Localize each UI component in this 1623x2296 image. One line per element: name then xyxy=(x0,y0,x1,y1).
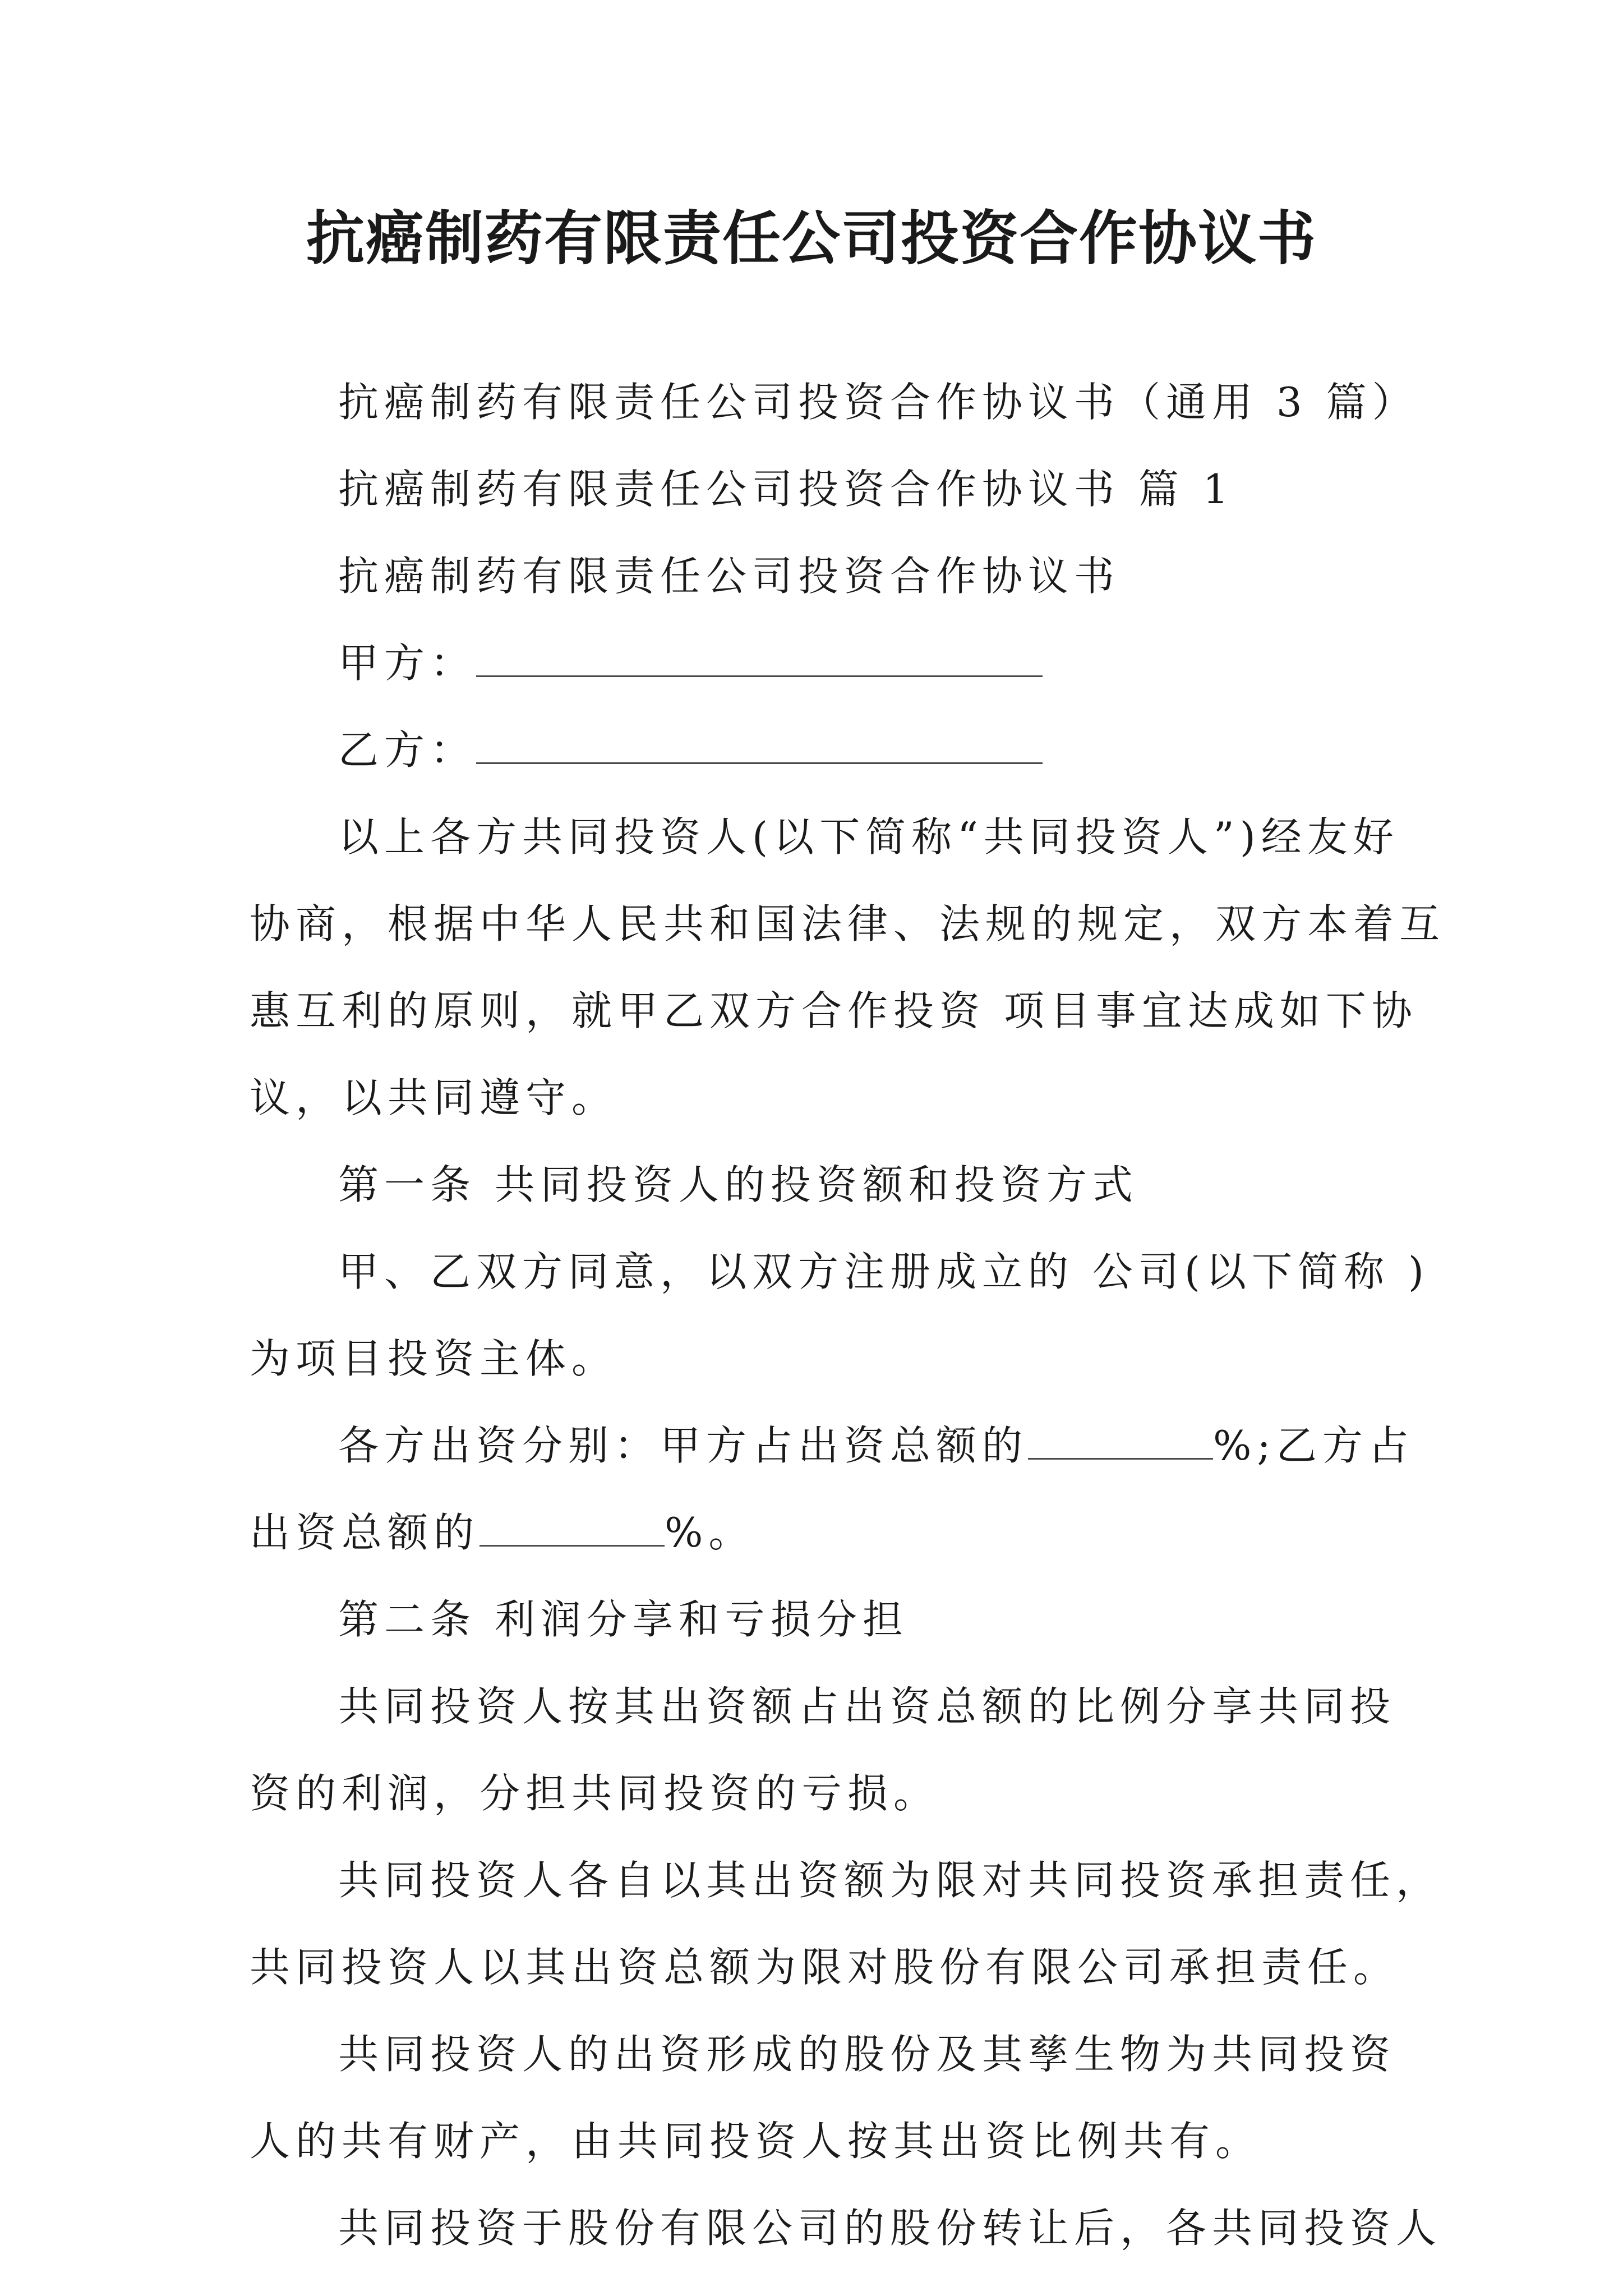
paragraph-line: 资的利润，分担共同投资的亏损。 xyxy=(250,1770,940,1817)
party-b-line xyxy=(250,707,1394,794)
party-a-blank xyxy=(476,647,1043,677)
party-b-percent-blank xyxy=(479,1517,665,1547)
paragraph-line: 以上各方共同投资人(以下简称“共同投资人”)经友好 xyxy=(338,813,1399,861)
subtitle-line: 抗癌制药有限责任公司投资合作协议书（通用 3 篇） xyxy=(338,379,1418,426)
article-2-heading: 第二条 利润分享和亏损分担 xyxy=(338,1596,909,1643)
paragraph-line: 共同投资人的出资形成的股份及其孳生物为共同投资 xyxy=(338,2031,1396,2078)
contribution-text: 出资总额的 xyxy=(250,1509,480,1556)
document-title: 抗癌制药有限责任公司投资合作协议书 xyxy=(306,204,1317,273)
party-b-blank xyxy=(476,734,1043,764)
contribution-text: %。 xyxy=(665,1509,755,1556)
contribution-line-1 xyxy=(250,1402,1414,1489)
paragraph-line: 协商，根据中华人民共和国法律、法规的规定，双方本着互 xyxy=(250,900,1446,947)
paragraph-line: 共同投资人以其出资总额为限对股份有限公司承担责任。 xyxy=(250,1944,1400,1991)
section-heading: 抗癌制药有限责任公司投资合作协议书 篇 1 xyxy=(338,466,1234,513)
agreement-name: 抗癌制药有限责任公司投资合作协议书 xyxy=(338,553,1121,600)
paragraph-line: 共同投资于股份有限公司的股份转让后，各共同投资人 xyxy=(338,2205,1442,2252)
paragraph-line: 人的共有财产，由共同投资人按其出资比例共有。 xyxy=(250,2118,1262,2165)
party-a-label: 甲方： xyxy=(338,639,477,687)
paragraph-line: 共同投资人各自以其出资额为限对共同投资承担责任， xyxy=(338,1857,1442,1904)
contribution-line-2 xyxy=(250,1489,1394,1576)
article-1-heading: 第一条 共同投资人的投资额和投资方式 xyxy=(338,1161,1138,1208)
party-b-label: 乙方： xyxy=(338,726,477,774)
contribution-text: %;乙方占 xyxy=(1213,1422,1414,1469)
contribution-text: 各方出资分别：甲方占出资总额的 xyxy=(338,1422,1029,1469)
paragraph-line: 惠互利的原则，就甲乙双方合作投资 项目事宜达成如下协 xyxy=(250,987,1418,1034)
party-a-line xyxy=(250,620,1394,707)
document-body xyxy=(250,359,1446,2272)
paragraph-line: 共同投资人按其出资额占出资总额的比例分享共同投 xyxy=(338,1683,1396,1730)
party-a-percent-blank xyxy=(1028,1430,1213,1460)
paragraph-line: 甲、乙双方同意，以双方注册成立的 公司(以下简称 ) xyxy=(338,1248,1430,1295)
paragraph-line: 为项目投资主体。 xyxy=(250,1335,618,1382)
paragraph-line: 议，以共同遵守。 xyxy=(250,1074,618,1121)
